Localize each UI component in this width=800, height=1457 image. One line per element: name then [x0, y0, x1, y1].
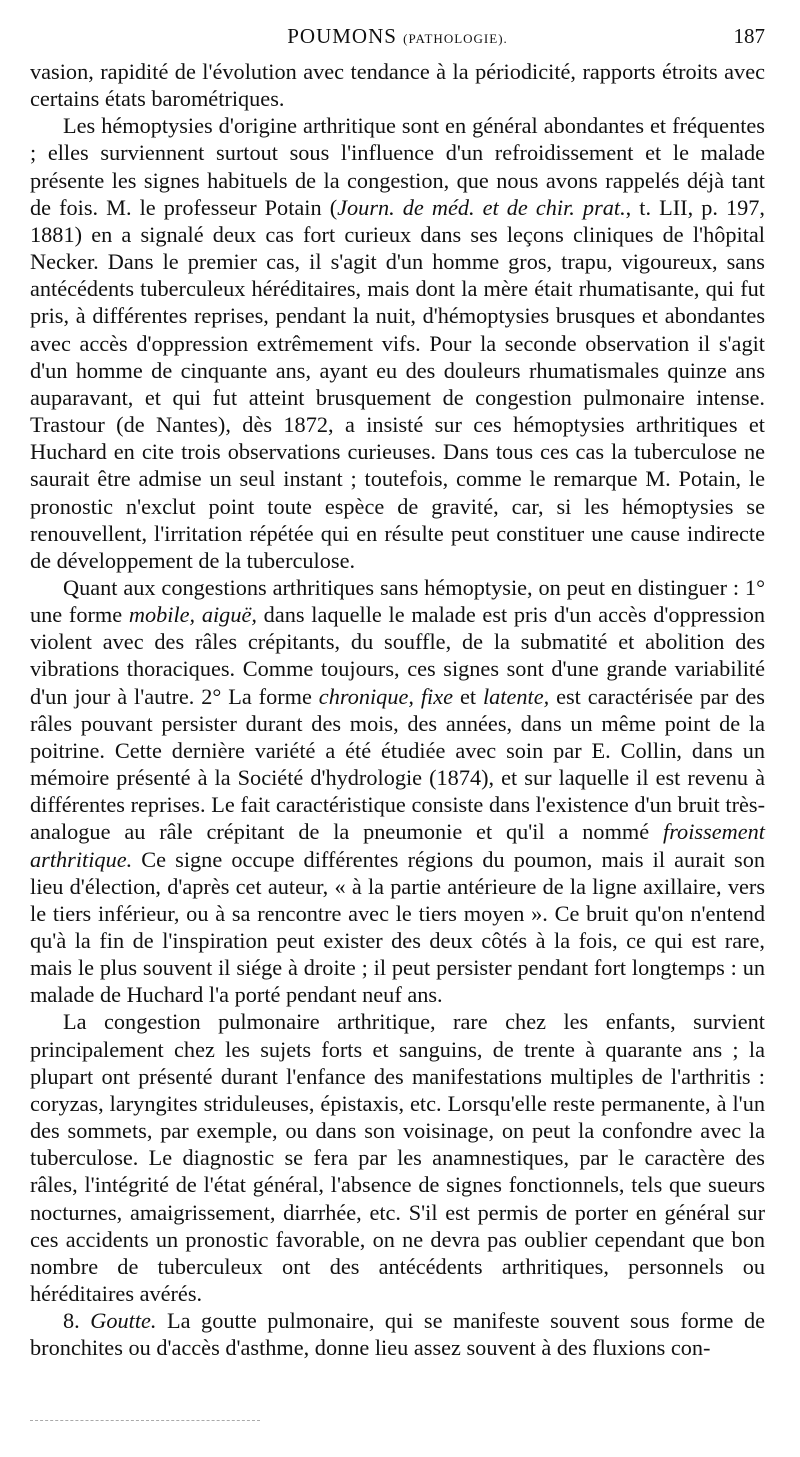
running-head — [30, 24, 765, 58]
journal-reference: Journ. de méd. et de chir. prat. — [337, 194, 626, 220]
footer-rule — [30, 1420, 260, 1421]
paragraph-goutte — [30, 1307, 765, 1361]
header-title: POUMONS — [287, 24, 397, 48]
italic-term: mobile, aiguë, — [128, 602, 257, 628]
paragraph-text: vasion, rapidité de l'évolution avec tendance à la périodicité, rapports étroits avec certains états barométriques. — [30, 59, 765, 112]
italic-term: froissement arthritique. — [30, 819, 765, 872]
paragraph-text: est caractérisée par des râles pouvant persister durant des mois, des années, dans un même point de la poitrine. Cette dernière variété a été étudiée avec soin par E. Collin, dans un mémoire présenté à la Société d'hydrologie (1874), et sur laquelle il est revenu à différentes reprises. Le fait caractéristique consiste dans l'existence d'un bruit très-analogue au râle crépitant de la pneumonie et qu'il a nommé — [30, 683, 765, 845]
paragraph-hemoptysies — [30, 112, 765, 574]
paragraph-text: Les hémoptysies d'origine arthritique sont en général abondantes et fréquentes ; elles surviennent surtout sous l'influence d'un refroidissement et le malade présente les signes habituels de la congestion, que nous avons rappelés déjà tant de fois. M. le professeur Potain ( — [30, 113, 765, 220]
page-number: 187 — [733, 24, 765, 48]
header-subtitle: (PATHOLOGIE). — [403, 31, 508, 46]
italic-term: chronique, fixe — [318, 683, 454, 709]
italic-term: latente, — [482, 683, 550, 709]
paragraph-text: et — [453, 683, 483, 709]
paragraph-text: dans laquelle le malade est pris d'un accès d'oppression violent avec des râles crépitants, du souffle, de la submatité et abolition des vibrations thoraciques. Comme toujours, ces signes sont d'une grande variabilité d'un jour à l'autre. 2° La forme — [30, 602, 765, 709]
body-text — [30, 58, 765, 1362]
paragraph-congestion-arthritique — [30, 1008, 765, 1307]
paragraph-continuation — [30, 58, 765, 112]
paragraph-text: La congestion pulmonaire arthritique, rare chez les enfants, survient principalement chez les sujets forts et sanguins, de trente à quarante ans ; la plupart ont présenté durant l'enfance des manifestations multiples de l'arthritis : coryzas, laryngites striduleuses, épistaxis, etc. Lorsqu'elle reste permanente, à l'un des sommets, par exemple, ou dans son voisinage, on peut la confondre avec la tuberculose. Le diagnostic se fera par les anamnestiques, par le caractère des râles, l'intégrité de l'état général, l'absence de signes fonctionnels, tels que sueurs nocturnes, amaigrissement, diarrhée, etc. S'il est permis de porter en général sur ces accidents un pronostic favorable, on ne devra pas oublier cependant que bon nombre de tuberculeux ont des antécédents arthritiques, personnels ou héréditaires avérés. — [30, 1009, 765, 1307]
paragraph-text: , t. LII, p. 197, 1881) en a signalé deux cas fort curieux dans ses leçons cliniques de l'hôpital Necker. Dans le premier cas, il s'agit d'un homme gros, trapu, vigoureux, sans antécédents tuberculeux héréditaires, mais dont la mère était rhumatisante, qui fut pris, à différentes reprises, pendant la nuit, d'hémoptysies brusques et abondantes avec accès d'oppression extrêmement vifs. Pour la seconde observation il s'agit d'un homme de cinquante ans, ayant eu des douleurs rhumatismales quinze ans auparavant, et qui fut atteint brusquement de congestion pulmonaire intense. Trastour (de Nantes), dès 1872, a insisté sur ces hémoptysies arthritiques et Huchard en cite trois observations curieuses. Dans tous ces cas la tuberculose ne saurait être admise un seul instant ; toutefois, comme le remarque M. Potain, le pronostic n'exclut point toute espèce de gravité, car, si les hémoptysies se renouvellent, l'irritation répétée qui en résulte peut constituer une cause indirecte de développement de la tuberculose. — [30, 194, 765, 573]
paragraph-text: Ce signe occupe différentes régions du poumon, mais il aurait son lieu d'élection, d'après cet auteur, « à la partie antérieure de la ligne axillaire, vers le tiers inférieur, ou à sa rencontre avec le tiers moyen ». Ce bruit qu'on n'entend qu'à la fin de l'inspiration peut exister des deux côtés à la fois, ce qui est rare, mais le plus souvent il siége à droite ; il peut persister pendant fort longtemps : un malade de Huchard l'a porté pendant neuf ans. — [30, 846, 765, 1008]
running-title — [30, 24, 765, 49]
section-number: 8. — [63, 1308, 80, 1334]
paragraph-congestions — [30, 574, 765, 1009]
section-heading: Goutte. — [90, 1308, 157, 1334]
page — [30, 24, 765, 1362]
paragraph-text: Quant aux congestions arthritiques sans hémoptysie, on peut en distinguer : 1° une forme — [30, 574, 765, 628]
paragraph-text: La goutte pulmonaire, qui se manifeste souvent sous forme de bronchites ou d'accès d'asthme, donne lieu assez souvent à des fluxions con- — [30, 1308, 765, 1361]
